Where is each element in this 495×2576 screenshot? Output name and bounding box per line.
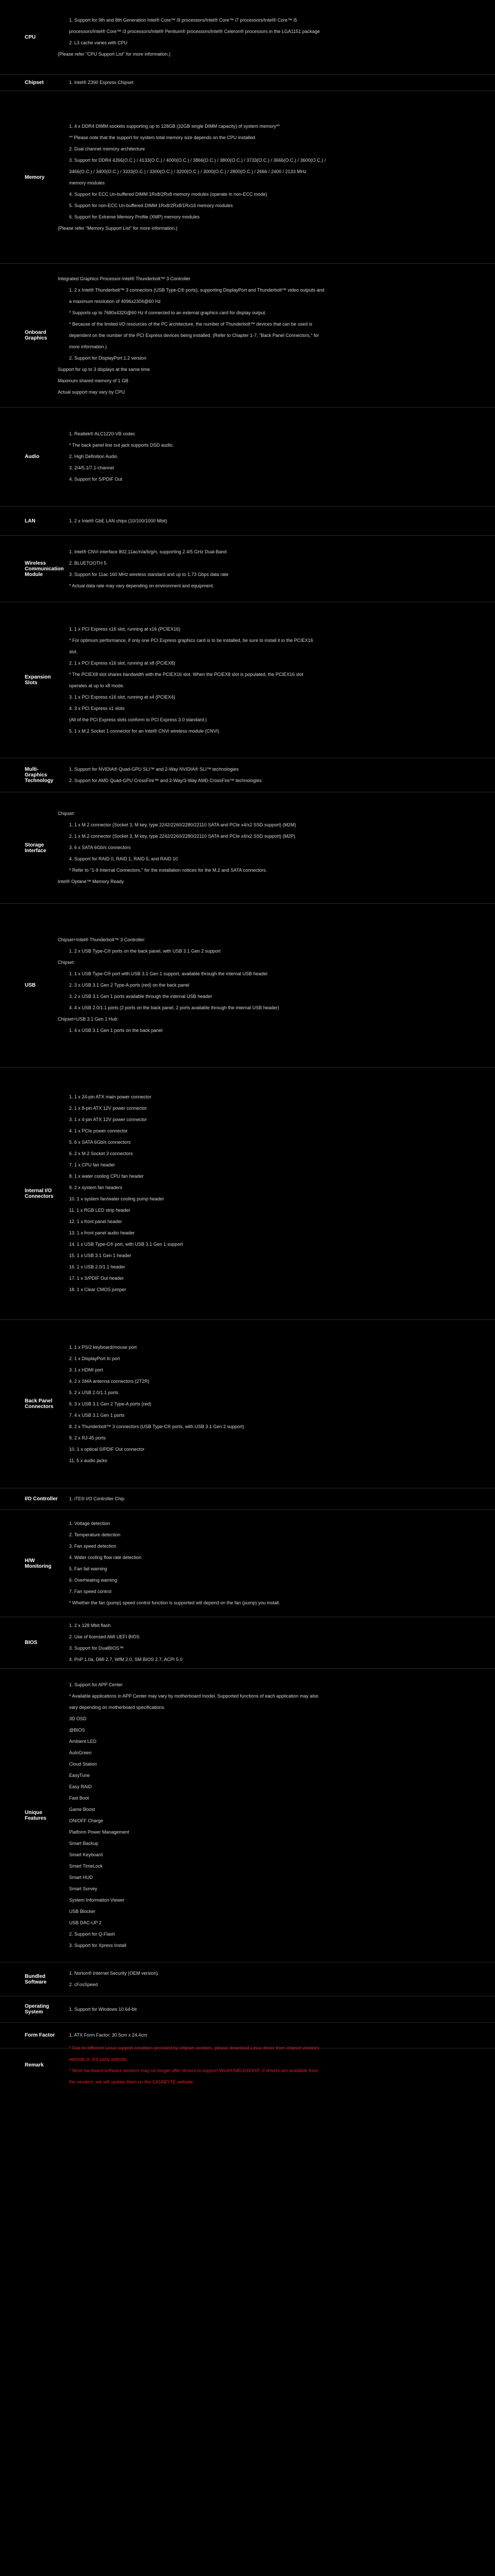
spec-line: 10. 1 x system fan/water cooling pump header xyxy=(69,1196,164,1201)
spec-line: 1. ATX Form Factor; 30.5cm x 24.4cm xyxy=(69,2032,147,2038)
spec-line: 3. 1 x PCI Express x16 slot, running at x4 (PCIEX4) xyxy=(69,694,175,700)
spec-line: vary depending on motherboard specifications. xyxy=(69,1705,166,1710)
spec-value xyxy=(58,1510,495,1617)
spec-line: 4. 2 x SMA antenna connectors (2T2R) xyxy=(69,1378,150,1384)
spec-line: * The back panel line out jack supports DSD audio. xyxy=(69,443,174,448)
spec-line: 3. 2 x USB 3.1 Gen 1 ports available through the internal USB header xyxy=(69,994,212,999)
spec-line: USB DAC-UP 2 xyxy=(69,1920,102,1925)
spec-label: Wireless Communication Module xyxy=(25,560,64,578)
spec-line: * Because of the limited I/O resources of the PC architecture, the number of Thunderbolt™ devices that can be used is xyxy=(69,321,312,327)
spec-line: ** Please note that the support for system total memory size depends on the CPU installed xyxy=(69,134,255,140)
spec-value xyxy=(58,1488,495,1510)
spec-label: H/W Monitoring xyxy=(25,1557,52,1569)
spec-row xyxy=(0,1668,495,1962)
spec-line: 1. 1 x PS/2 keyboard/mouse port xyxy=(69,1344,137,1350)
spec-line: 9. 2 x RJ-45 ports xyxy=(69,1435,106,1440)
spec-line: 1. Support for NVIDIA® Quad-GPU SLI™ and 2-Way NVIDIA® SLI™ technologies xyxy=(69,767,239,772)
spec-line: 2. Support for AMD Quad-GPU CrossFire™ and 2-Way/3-Way AMD CrossFire™ technologies xyxy=(69,778,262,783)
spec-line: 3466(O.C.) / 3400(O.C.) / 3333(O.C.) / 3300(O.C.) / 3200(O.C.) / 3000(O.C.) / 2800(O.C.) / 2666 / 2400 / 2133 MHz xyxy=(69,168,307,174)
spec-value xyxy=(58,1962,495,1996)
spec-line: 3. Support for DDR4 4266(O.C.) / 4133(O.C.) / 4000(O.C.) / 3866(O.C.) / 3800(O.C.) / 3733(O.C.) / 3666(O.C.) / 3600(O.C.) / xyxy=(69,157,326,163)
remark-line: the vendors, we will update them on the GIGABYTE website. xyxy=(69,2079,194,2084)
spec-label: USB xyxy=(25,982,36,988)
spec-line: * Actual data rate may vary depending on environment and equipment. xyxy=(69,583,214,588)
spec-line: processors/Intel® Core™ i3 processors/Intel® Pentium® processors/Intel® Celeron® processors in the LGA1151 package xyxy=(69,28,320,34)
spec-line: 1. 2 x Intel® Thunderbolt™ 3 connectors (USB Type-C® ports), supporting DisplayPort and Thunderbolt™ video outputs and xyxy=(69,287,325,293)
spec-label: Unique Features xyxy=(25,1809,46,1821)
spec-line: 5. Fan fail warning xyxy=(69,1566,107,1571)
spec-label: Remark xyxy=(25,2062,44,2068)
spec-label: Bundled Software xyxy=(25,1973,47,1985)
spec-value xyxy=(58,1669,495,1962)
spec-line: 17. 1 x S/PDIF Out header xyxy=(69,1276,124,1281)
spec-line: 8. 2 x Thunderbolt™ 3 connectors (USB Type-C® ports, with USB 3.1 Gen 2 support) xyxy=(69,1423,244,1429)
spec-row xyxy=(0,535,495,602)
spec-line: * Refer to "1-9 Internal Connectors," for the installation notices for the M.2 and SATA connectors. xyxy=(69,868,267,873)
spec-line: (All of the PCI Express slots conform to PCI Express 3.0 standard.) xyxy=(69,717,207,722)
spec-row xyxy=(0,1996,495,2022)
spec-line: Fast Boot xyxy=(69,1795,89,1801)
spec-line: 3. 6 x SATA 6Gb/s connectors xyxy=(69,845,131,850)
spec-line: a maximum resolution of 4096x2304@60 Hz xyxy=(69,298,161,304)
spec-row xyxy=(0,1962,495,1996)
spec-label: Form Factor xyxy=(25,2032,55,2038)
spec-line: 2. High Definition Audio xyxy=(69,454,118,459)
spec-line: 16. 1 x USB 2.0/1.1 header xyxy=(69,1264,125,1269)
spec-line: 6. Overheating warning xyxy=(69,1578,118,1583)
spec-value xyxy=(58,904,495,1067)
spec-label: Onboard Graphics xyxy=(25,330,47,341)
spec-line: 1. Voltage detection xyxy=(69,1521,110,1526)
spec-row xyxy=(0,1510,495,1617)
spec-line: 3D OSD xyxy=(69,1716,87,1721)
spec-line: Smart Backup xyxy=(69,1841,98,1846)
spec-line: Chipset+Intel® Thunderbolt™ 3 Controller: xyxy=(58,937,146,942)
spec-line: 4. 3 x PCI Express x1 slots xyxy=(69,705,125,711)
spec-line: ON/OFF Charge xyxy=(69,1818,104,1823)
spec-line: 4. Support for S/PDIF Out xyxy=(69,477,123,482)
spec-label: Storage Interface xyxy=(25,842,46,854)
spec-line: 1. Norton® Internet Security (OEM version) xyxy=(69,1971,158,1976)
spec-line: @BIOS xyxy=(69,1727,85,1733)
spec-line: 4. Water cooling flow rate detection xyxy=(69,1555,142,1560)
spec-line: 1. Support for APP Center xyxy=(69,1682,123,1687)
spec-label: Memory xyxy=(25,174,45,180)
spec-line: 2. 3 x USB 3.1 Gen 2 Type-A ports (red) on the back panel xyxy=(69,982,189,988)
spec-line: 1. Realtek® ALC1220-VB codec xyxy=(69,431,136,436)
spec-line: 1. 1 x USB Type-C® port with USB 3.1 Gen 1 support, available through the internal USB header xyxy=(69,971,268,976)
spec-line: 2. Support for DisplayPort 1.2 version xyxy=(69,355,146,361)
spec-line: 1. 2 x 128 Mbit flash xyxy=(69,1623,111,1628)
spec-line: dependent on the number of the PCI Express devices being installed. (Refer to Chapter 1-7, "Back Panel Connectors," for xyxy=(69,332,319,338)
spec-line: 1. Support for 9th and 8th Generation Intel® Core™ i9 processors/Intel® Core™ i7 processors/Intel® Core™ i5 xyxy=(69,17,298,23)
spec-line: 11. 5 x audio jacks xyxy=(69,1458,107,1463)
spec-line: 2. BLUETOOTH 5 xyxy=(69,560,107,566)
spec-line: * For optimum performance, if only one PCI Express graphics card is to be installed, be sure to install it in the PCIEX16 xyxy=(69,637,314,643)
spec-line: 4. PnP 1.0a, DMI 2.7, WfM 2.0, SM BIOS 2.7, ACPI 5.0 xyxy=(69,1657,183,1662)
spec-value xyxy=(58,792,495,903)
spec-row xyxy=(0,0,495,74)
spec-line: 7. Fan speed control xyxy=(69,1589,112,1594)
spec-line: Smart Keyboard xyxy=(69,1852,103,1857)
spec-line: 2. 1 x 8-pin ATX 12V power connector xyxy=(69,1106,147,1111)
spec-value xyxy=(58,1996,495,2022)
spec-line: 3. 2/4/5.1/7.1-channel xyxy=(69,465,114,470)
spec-label: LAN xyxy=(25,518,36,524)
spec-line: 13. 1 x front panel audio header xyxy=(69,1230,135,1235)
spec-line: 5. Support for non-ECC Un-buffered DIMM 1Rx8/2Rx8/1Rx16 memory modules xyxy=(69,202,233,208)
spec-row xyxy=(0,263,495,407)
spec-line: Game Boost xyxy=(69,1807,95,1812)
spec-line: 8. 1 x water cooling CPU fan header xyxy=(69,1174,144,1179)
spec-line: 1. Support for Windows 10 64-bit xyxy=(69,2006,137,2012)
spec-line: 2. Temperature detection xyxy=(69,1532,121,1537)
spec-row xyxy=(0,1488,495,1510)
spec-value xyxy=(58,1320,495,1488)
spec-line: Chipset: xyxy=(58,811,75,816)
spec-row xyxy=(0,2022,495,2048)
spec-line: 3. Support for 11ac 160 MHz wireless standard and up to 1.73 Gbps data rate xyxy=(69,571,229,577)
spec-line: * The PCIEX8 slot shares bandwidth with the PCIEX16 slot. When the PCIEX8 slot is populated, the PCIEX16 slot xyxy=(69,671,304,677)
spec-line: 2. 1 x M.2 connector (Socket 3, M key, type 2242/2260/2280/22110 SATA and PCIe x4/x2 SSD support) (M2P) xyxy=(69,834,295,839)
spec-row xyxy=(0,1067,495,1319)
spec-line: 3. Support for DualBIOS™ xyxy=(69,1646,124,1651)
spec-value xyxy=(58,91,495,263)
spec-label: Audio xyxy=(25,454,40,460)
spec-line: Smart HUD xyxy=(69,1875,93,1880)
spec-value xyxy=(58,506,495,535)
spec-line: operates at up to x8 mode. xyxy=(69,683,125,688)
spec-label: Expansion Slots xyxy=(25,674,51,686)
spec-line: 6. 2 x M.2 Socket 3 connectors xyxy=(69,1151,133,1156)
spec-line: 6. 3 x USB 3.1 Gen 2 Type-A ports (red) xyxy=(69,1401,152,1406)
spec-line: * Supports up to 7680x4320@60 Hz if connected to an external graphics card for display output. xyxy=(69,310,267,315)
spec-value xyxy=(58,1067,495,1319)
remark-line: * Due to different Linux support condition provided by chipset vendors, please download Linux driver from chipset vendors' xyxy=(69,2045,320,2050)
spec-line: 4. 4 x USB 2.0/1.1 ports (2 ports on the back panel, 2 ports available through the internal USB header) xyxy=(69,1005,279,1010)
spec-line: 12. 1 x front panel header xyxy=(69,1219,122,1224)
spec-value xyxy=(58,1617,495,1668)
spec-value xyxy=(58,2045,495,2084)
spec-line: 7. 4 x USB 3.1 Gen 1 ports xyxy=(69,1412,125,1418)
spec-value xyxy=(58,0,495,74)
spec-line: EasyTune xyxy=(69,1773,90,1778)
spec-value xyxy=(58,536,495,602)
spec-line: AutoGreen xyxy=(69,1750,92,1755)
spec-line: 2. Use of licensed AMI UEFI BIOS xyxy=(69,1634,140,1639)
spec-line: Easy RAID xyxy=(69,1784,92,1789)
spec-line: 18. 1 x Clear CMOS jumper xyxy=(69,1287,126,1292)
spec-line: 1. 1 x PCI Express x16 slot, running at x16 (PCIEX16) xyxy=(69,626,180,632)
spec-line: 10. 1 x optical S/PDIF Out connector xyxy=(69,1446,145,1452)
spec-line: slot. xyxy=(69,649,78,654)
spec-line: System Information Viewer xyxy=(69,1897,125,1903)
spec-line: Intel® Optane™ Memory Ready xyxy=(58,879,124,884)
spec-line: Maximum shared memory of 1 GB xyxy=(58,378,129,383)
spec-line: (Please refer "CPU Support List" for more information.) xyxy=(58,51,171,57)
spec-value xyxy=(58,408,495,506)
spec-label: Back Panel Connectors xyxy=(25,1398,54,1410)
spec-line: 4. Support for ECC Un-buffered DIMM 1Rx8/2Rx8 memory modules (operate in non-ECC mode) xyxy=(69,191,267,197)
spec-label: I/O Controller xyxy=(25,1496,58,1502)
spec-line: 1. Intel® Z390 Express Chipset xyxy=(69,80,134,85)
spec-line: Integrated Graphics Processor-Intel® Thunderbolt™ 3 Controller xyxy=(58,276,191,281)
spec-line: USB Blocker xyxy=(69,1909,96,1914)
spec-label: Operating System xyxy=(25,2004,50,2015)
spec-line: 2. cFosSpeed xyxy=(69,1982,98,1987)
spec-line: (Please refer "Memory Support List" for more information.) xyxy=(58,225,177,231)
spec-line: 14. 1 x USB Type-C® port, with USB 3.1 Gen 1 support xyxy=(69,1242,183,1247)
spec-row xyxy=(0,792,495,903)
spec-row xyxy=(0,1617,495,1668)
spec-line: Smart Survey xyxy=(69,1886,97,1891)
spec-line: * Available applications in APP Center may vary by motherboard model. Supported functions of each application may also xyxy=(69,1693,319,1699)
spec-value xyxy=(58,602,495,758)
spec-line: 3. Fan speed detection xyxy=(69,1544,117,1549)
spec-line: more information.) xyxy=(69,344,107,349)
spec-line: 11. 1 x RGB LED strip header xyxy=(69,1208,130,1213)
spec-line: Ambient LED xyxy=(69,1739,97,1744)
spec-line: 2. 1 x PCI Express x16 slot, running at x8 (PCIEX8) xyxy=(69,660,175,666)
spec-line: * Whether the fan (pump) speed control function is supported will depend on the fan (pump) you install. xyxy=(69,1600,280,1605)
spec-line: 3. Support for Xpress Install xyxy=(69,1943,127,1948)
spec-line: Chipset: xyxy=(58,960,75,965)
remark-line: * Most hardware/software vendors may no longer offer drivers to support Win9X/ME/2000/XP. If drivers are available from xyxy=(69,2067,318,2073)
spec-line: 2. 1 x DisplayPort In port xyxy=(69,1355,120,1361)
spec-label: CPU xyxy=(25,34,36,40)
spec-line: 2. Dual channel memory architecture xyxy=(69,146,145,151)
spec-line: Platform Power Management xyxy=(69,1829,129,1835)
spec-row xyxy=(0,91,495,263)
spec-line: 5. 1 x M.2 Socket 1 connector for an Intel® CNVi wireless module (CNVI) xyxy=(69,728,220,734)
remark-line: website or 3rd party website. xyxy=(69,2056,128,2062)
spec-line: 2. L3 cache varies with CPU xyxy=(69,40,128,45)
spec-line: Chipset+USB 3.1 Gen 1 Hub: xyxy=(58,1016,119,1022)
spec-value xyxy=(58,758,495,792)
spec-row xyxy=(0,602,495,758)
spec-row xyxy=(0,74,495,91)
spec-row xyxy=(0,1319,495,1488)
spec-line: 6. Support for Extreme Memory Profile (XMP) memory modules xyxy=(69,214,200,219)
spec-line: 1. 4 x USB 3.1 Gen 1 ports on the back panel xyxy=(69,1028,163,1033)
spec-label: Multi-Graphics Technology xyxy=(25,767,54,784)
spec-line: 15. 1 x USB 3.1 Gen 1 header xyxy=(69,1253,131,1258)
spec-row xyxy=(0,903,495,1067)
spec-line: 1. 1 x 24-pin ATX main power connector xyxy=(69,1094,152,1099)
spec-line: Support for up to 3 displays at the same time xyxy=(58,366,150,372)
spec-value xyxy=(58,264,495,407)
spec-line: 1. 2 x Intel® GbE LAN chips (10/100/1000 Mbit) xyxy=(69,518,168,523)
spec-line: Actual support may vary by CPU xyxy=(58,389,125,395)
spec-row xyxy=(0,2045,495,2084)
spec-line: 9. 2 x system fan headers xyxy=(69,1185,123,1190)
spec-label: Internal I/O Connectors xyxy=(25,1188,54,1199)
spec-row xyxy=(0,758,495,792)
spec-line: 1. 2 x USB Type-C® ports on the back panel, with USB 3.1 Gen 2 support xyxy=(69,948,221,954)
spec-line: Cloud Station xyxy=(69,1761,97,1767)
spec-line: Smart TimeLock xyxy=(69,1863,103,1869)
spec-line: 1. 1 x M.2 connector (Socket 3, M key, type 2242/2260/2280/22110 SATA and PCIe x4/x2 SSD support) (M2M) xyxy=(69,822,296,827)
spec-label: Chipset xyxy=(25,80,44,86)
spec-label: BIOS xyxy=(25,1640,38,1646)
spec-line: 4. Support for RAID 0, RAID 1, RAID 5, and RAID 10 xyxy=(69,856,178,861)
spec-line: 3. 1 x 4-pin ATX 12V power connector xyxy=(69,1117,147,1122)
spec-line: 2. Support for Q-Flash xyxy=(69,1931,116,1937)
spec-row xyxy=(0,506,495,535)
spec-line: 1. 4 x DDR4 DIMM sockets supporting up to 128GB (32GB single DIMM capacity) of system memory** xyxy=(69,123,280,129)
spec-line: 3. 1 x HDMI port xyxy=(69,1367,103,1372)
spec-line: 1. Intel® CNVi interface 802.11ac/n/a/b/g/n, supporting 2.4/5 GHz Dual-Band xyxy=(69,549,227,554)
spec-row xyxy=(0,407,495,506)
spec-line: memory modules xyxy=(69,180,105,185)
spec-line: 4. 1 x PCIe power connector xyxy=(69,1128,128,1133)
spec-line: 1. iTE® I/O Controller Chip xyxy=(69,1496,125,1501)
spec-line: 5. 6 x SATA 6Gb/s connectors xyxy=(69,1140,131,1145)
spec-line: 5. 2 x USB 2.0/1.1 ports xyxy=(69,1389,119,1395)
spec-line: 7. 1 x CPU fan header xyxy=(69,1162,116,1167)
spec-value xyxy=(58,75,495,91)
